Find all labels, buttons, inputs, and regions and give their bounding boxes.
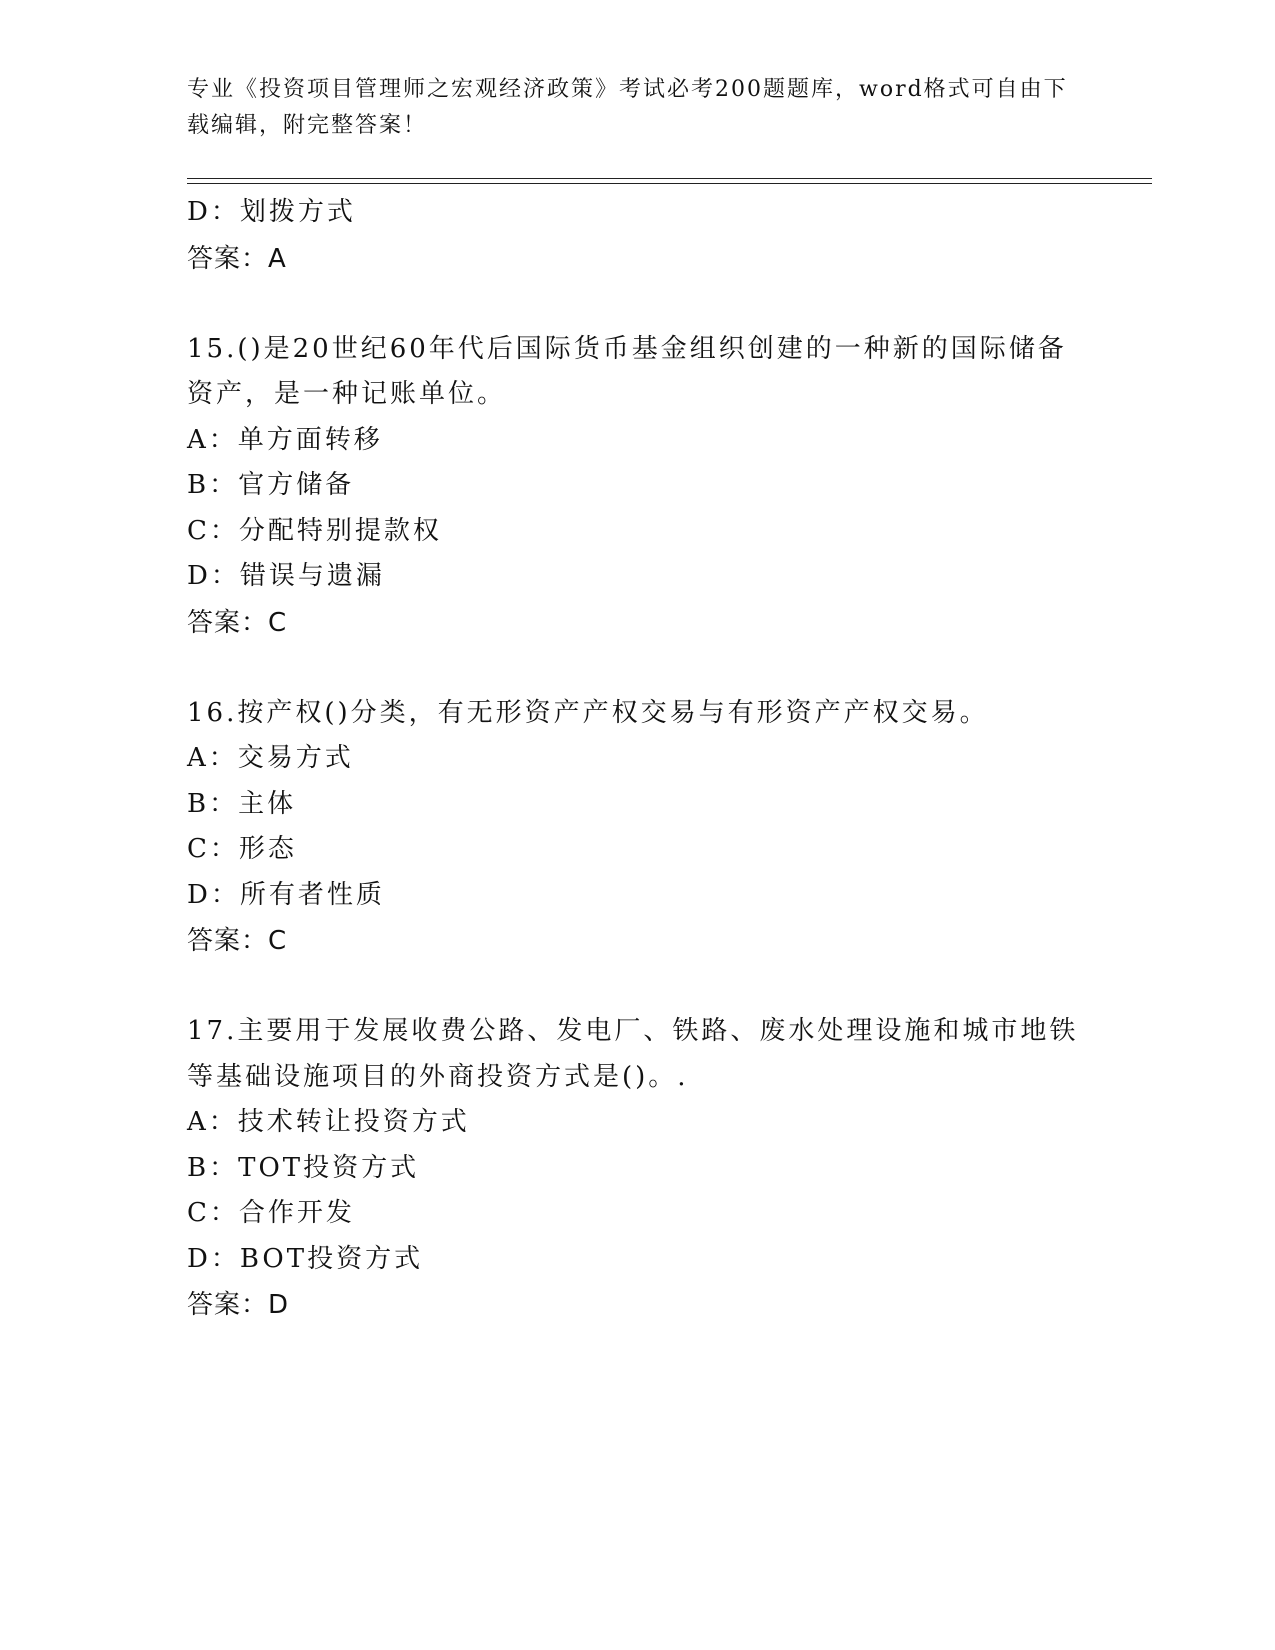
answer-line: 答案：D <box>187 1290 290 1320</box>
answer-line: 答案：C <box>187 607 288 638</box>
question-stem: 15.()是20世纪60年代后国际货币基金组织创建的一种新的国际储备资产，是一种记账单位。 <box>187 333 1067 409</box>
option-a: A：单方面转移 <box>187 424 383 455</box>
page-header: 专业《投资项目管理师之宏观经济政策》考试必考200题题库，word格式可自由下载编辑，附完整答案！ <box>187 77 1068 138</box>
spacer <box>187 282 1087 327</box>
question-15 <box>187 327 1087 646</box>
option-c: C：合作开发 <box>187 1198 355 1228</box>
option-c: C：形态 <box>187 834 297 864</box>
option-b: B：主体 <box>187 788 297 819</box>
option-d: D：所有者性质 <box>187 879 385 910</box>
question-stem: 17.主要用于发展收费公路、发电厂、铁路、废水处理设施和城市地铁等基础设施项目的外商投资方式是()。. <box>187 1016 1079 1092</box>
spacer <box>187 964 1087 1009</box>
answer-line: 答案：C <box>187 926 288 956</box>
option-d: D：错误与遗漏 <box>187 561 385 591</box>
option-a: A：交易方式 <box>187 743 354 773</box>
spacer <box>187 646 1087 691</box>
answer-line: 答案：A <box>187 243 287 274</box>
option-d: D：划拨方式 <box>187 197 356 227</box>
option-a: A：技术转让投资方式 <box>187 1107 470 1137</box>
header-rule-top <box>187 178 1152 179</box>
option-b: B：官方储备 <box>187 470 355 500</box>
question-fragment <box>187 190 1087 282</box>
option-d: D：BOT投资方式 <box>187 1243 424 1274</box>
header-rule-bottom <box>187 183 1152 184</box>
option-b: B：TOT投资方式 <box>187 1152 420 1183</box>
question-list <box>187 190 1087 1328</box>
question-17 <box>187 1009 1087 1328</box>
question-16 <box>187 691 1087 965</box>
option-c: C：分配特别提款权 <box>187 515 442 546</box>
question-stem: 16.按产权()分类，有无形资产产权交易与有形资产产权交易。 <box>187 697 989 728</box>
